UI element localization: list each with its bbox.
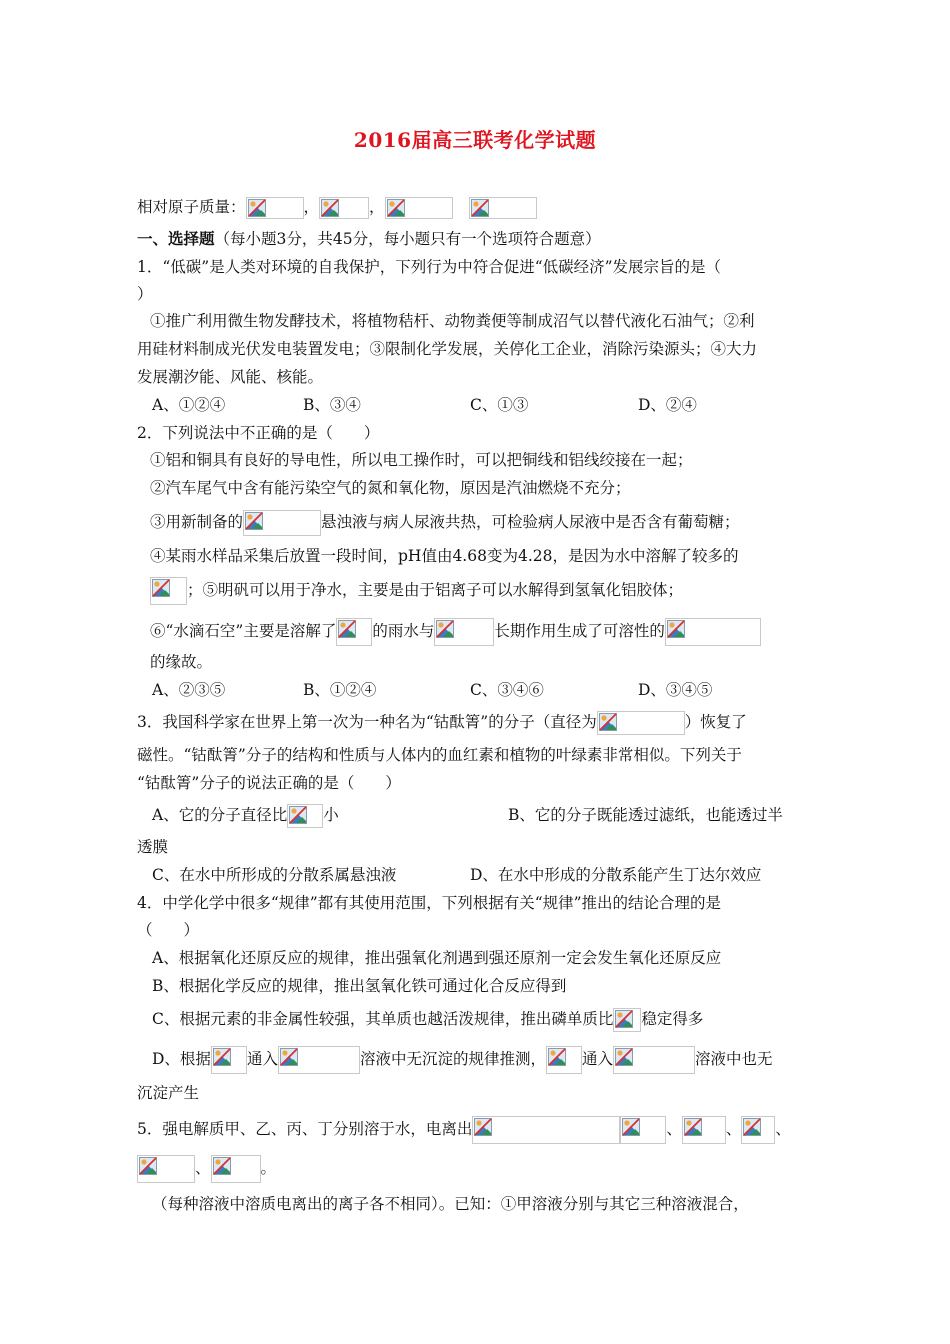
q2-statement: 的缘故。 [150,653,213,671]
broken-image-icon [211,1046,247,1074]
q2-option-d[interactable]: D、③④⑤ [638,681,713,699]
broken-image-icon [665,618,761,646]
broken-image-icon [319,197,369,219]
q3-option-b[interactable]: B、它的分子既能透过滤纸，也能透过半 [508,806,783,824]
q4-stem-cont: （ ） [137,921,200,939]
q1-text: 发展潮汐能、风能、核能。 [137,368,324,386]
atomic-mass-label: 相对原子质量： [137,198,246,216]
q5-stem: （每种溶液中溶质电离出的离子各不相同）。已知：①甲溶液分别与其它三种溶液混合， [152,1195,749,1213]
broken-image-icon [336,618,372,646]
q1-option-c[interactable]: C、①③ [470,396,529,414]
q4-option-d-cont: 沉淀产生 [137,1084,200,1102]
broken-image-icon [287,804,323,828]
q4-option-a[interactable]: A、根据氧化还原反应的规律，推出强氧化剂遇到强还原剂一定会发生氧化还原反应 [152,949,722,967]
q4-stem: 4．中学化学中很多“规律”都有其使用范围，下列根据有关“规律”推出的结论合理的是 [137,894,722,912]
q3-option-d[interactable]: D、在水中形成的分散系能产生丁达尔效应 [470,866,762,884]
q1-option-b[interactable]: B、③④ [303,396,361,414]
q4-option-d[interactable]: D、根据 通入 溶液中无沉淀的规律推测， 通入 溶液中也无 [152,1046,773,1074]
q3-option-a[interactable]: A、它的分子直径比 小 [152,804,339,828]
broken-image-icon [150,577,187,605]
page-title: 2016届高三联考化学试题 [353,128,597,152]
atomic-mass-line: 相对原子质量： ， ， [137,196,537,219]
broken-image-icon [278,1046,360,1074]
broken-image-icon [613,1008,641,1032]
q2-statement: ①铝和铜具有良好的导电性，所以电工操作时，可以把铜线和铝线绞接在一起； [150,451,693,469]
broken-image-icon [597,711,685,735]
broken-image-icon [469,197,537,219]
q3-option-b-cont: 透膜 [137,838,169,856]
q1-option-d[interactable]: D、②④ [638,396,697,414]
broken-image-icon [620,1116,666,1144]
q1-stem: 1．“低碳”是人类对环境的自我保护，下列行为中符合促进“低碳经济”发展宗旨的是（ [137,258,722,276]
broken-image-icon [613,1046,695,1074]
q1-option-a[interactable]: A、①②④ [152,396,226,414]
q2-option-b[interactable]: B、①②④ [303,681,377,699]
broken-image-icon [546,1046,582,1074]
broken-image-icon [472,1116,620,1144]
broken-image-icon [243,510,321,536]
q3-option-c[interactable]: C、在水中所形成的分散系属悬浊液 [152,866,397,884]
q5-stem: 5．强电解质甲、乙、丙、丁分别溶于水，电离出 、 、 、 [137,1116,791,1144]
q4-option-c[interactable]: C、根据元素的非金属性较强，其单质也越活泼规律，推出磷单质比 稳定得多 [152,1008,703,1032]
q2-statement: ；⑤明矾可以用于净水，主要是由于铝离子可以水解得到氢氧化铝胶体； [150,577,683,605]
q1-stem-cont: ） [137,285,153,303]
q1-text: 用硅材料制成光伏发电装置发电；③限制化学发展，关停化工企业，消除污染源头；④大力 [137,340,758,358]
broken-image-icon [434,618,494,646]
q1-text: ①推广利用微生物发酵技术，将植物秸杆、动物粪便等制成沼气以替代液化石油气；②利 [150,312,755,330]
q2-statement: ②汽车尾气中含有能污染空气的氮和氧化物，原因是汽油燃烧不充分； [150,479,631,497]
q3-stem: “钴酞箐”分子的说法正确的是（ ） [137,774,401,792]
q3-stem: 3．我国科学家在世界上第一次为一种名为“钴酞箐”的分子（直径为 ）恢复了 [137,711,747,735]
q2-option-c[interactable]: C、③④⑥ [470,681,544,699]
q4-option-b[interactable]: B、根据化学反应的规律，推出氢氧化铁可通过化合反应得到 [152,977,567,995]
broken-image-icon [246,197,304,219]
q3-stem: 磁性。“钴酞箐”分子的结构和性质与人体内的血红素和植物的叶绿素非常相似。下列关于 [137,746,742,764]
broken-image-icon [682,1116,726,1144]
broken-image-icon [137,1155,195,1183]
q2-statement: ⑥“水滴石空”主要是溶解了 的雨水与 长期作用生成了可溶性的 [150,618,761,646]
broken-image-icon [385,197,453,219]
q5-stem: 、 。 [137,1155,276,1183]
broken-image-icon [211,1155,261,1183]
section-heading: 一、选择题（每小题3分，共45分，每小题只有一个选项符合题意） [137,229,601,248]
q2-stem: 2．下列说法中不正确的是（ ） [137,424,380,442]
q2-statement: ④某雨水样品采集后放置一段时间，pH值由4.68变为4.28，是因为水中溶解了较多的 [150,547,739,565]
q2-statement: ③用新制备的 悬浊液与病人尿液共热，可检验病人尿液中是否含有葡萄糖； [150,510,740,536]
q2-option-a[interactable]: A、②③⑤ [152,681,226,699]
broken-image-icon [741,1116,775,1144]
